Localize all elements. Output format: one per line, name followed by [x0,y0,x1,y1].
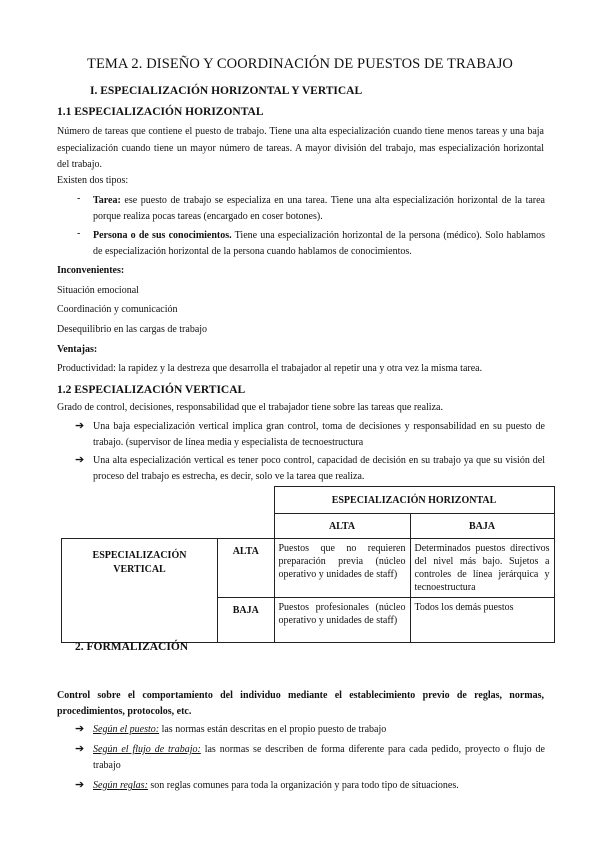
row-header-baja: BAJA [218,598,275,643]
column-header-baja: BAJA [410,514,554,539]
point-label: Según el flujo de trabajo: [93,744,201,755]
table-row [62,487,555,514]
table-cell: Todos los demás puestos [410,598,554,643]
row-header-alta: ALTA [218,539,275,598]
arrow-bullet-icon: ➔ [75,420,85,432]
specialization-matrix [61,486,555,643]
table-row [62,514,555,539]
drawback-item: Coordinación y comunicación [57,304,178,315]
subsection-1-2-heading: 1.2 ESPECIALIZACIÓN VERTICAL [57,384,246,396]
subsection-1-1-heading: 1.1 ESPECIALIZACIÓN HORIZONTAL [57,106,264,118]
document-title: TEMA 2. DISEÑO Y COORDINACIÓN DE PUESTOS DE TRABAJO [86,56,514,72]
point-text: las normas se describen de forma diferente para cada pedido, proyecto o flujo de trabajo [93,744,545,771]
table-cell: Puestos que no requieren preparación previa (núcleo operativo y unidades de staff) [274,539,410,598]
vertical-point: Una baja especialización vertical implica gran control, toma de decisiones y responsabilidad en su puesto de trabajo. (supervisor de línea media y especialista de tecnoestructura [93,421,545,448]
formalization-point [93,742,545,774]
section-2-heading: 2. FORMALIZACIÓN [75,641,189,653]
types-intro: Existen dos tipos: [57,175,129,186]
list-bullet: - [77,193,81,204]
advantages-text: Productividad: la rapidez y la destreza que desarrolla el trabajador al repetir una y otra vez la misma tarea. [57,363,483,374]
vertical-header: ESPECIALIZACIÓN VERTICAL [62,539,218,643]
point-label: Según reglas: [93,780,148,791]
drawbacks-heading: Inconvenientes: [57,265,125,276]
formalization-point [93,722,545,738]
formalization-intro: Control sobre el comportamiento del individuo mediante el establecimiento previo de reglas, normas, procedimientos, protocolos, etc. [57,690,544,717]
horizontal-header: ESPECIALIZACIÓN HORIZONTAL [274,487,554,514]
type-item-task [93,193,545,225]
type-label: Tarea: [93,195,121,206]
table-cell: Determinados puestos directivos del nivel más bajo. Sujetos a controles de línea jerárquica y tecnoestructura [410,539,554,598]
column-header-alta: ALTA [274,514,410,539]
horizontal-intro: Número de tareas que contiene el puesto de trabajo. Tiene una alta especialización cuando tiene menos tareas y una baja especialización cuando tiene un mayor número de tareas. A mayor división del trabajo, mas especialización horizontal del trabajo. [57,126,544,170]
advantages-heading: Ventajas: [57,344,98,355]
arrow-bullet-icon: ➔ [75,454,85,466]
list-bullet: - [77,228,81,239]
drawback-item: Situación emocional [57,285,139,296]
table-row [62,539,555,598]
point-text: son reglas comunes para toda la organización y para todo tipo de situaciones. [147,780,459,791]
arrow-bullet-icon: ➔ [75,723,85,735]
arrow-bullet-icon: ➔ [75,779,85,791]
formalization-point [93,778,545,794]
vertical-point: Una alta especialización vertical es tener poco control, capacidad de decisión en su trabajo ya que su visión del proceso del trabajo es estrecha, es decir, solo ve la tarea que realiza. [93,455,545,482]
point-text: las normas están descritas en el propio puesto de trabajo [159,724,387,735]
type-text: Tiene una especialización horizontal de la persona (médico). Solo hablamos de especialización horizontal de la persona cuando hablamos de conocimientos. [93,230,545,257]
section-1-heading: I. ESPECIALIZACIÓN HORIZONTAL Y VERTICAL [90,85,363,97]
point-label: Según el puesto: [93,724,160,735]
table-cell: Puestos profesionales (núcleo operativo y unidades de staff) [274,598,410,643]
vertical-intro: Grado de control, decisiones, responsabilidad que el trabajador tiene sobre las tareas que realiza. [57,402,443,413]
type-item-person [93,228,545,260]
arrow-bullet-icon: ➔ [75,743,85,755]
type-label: Persona o de sus conocimientos. [93,230,232,241]
drawback-item: Desequilibrio en las cargas de trabajo [57,324,208,335]
type-text: ese puesto de trabajo se especializa en una tarea. Tiene una alta especialización horizontal de la tarea porque realiza pocas tareas (encargado en coser botones). [93,195,545,222]
